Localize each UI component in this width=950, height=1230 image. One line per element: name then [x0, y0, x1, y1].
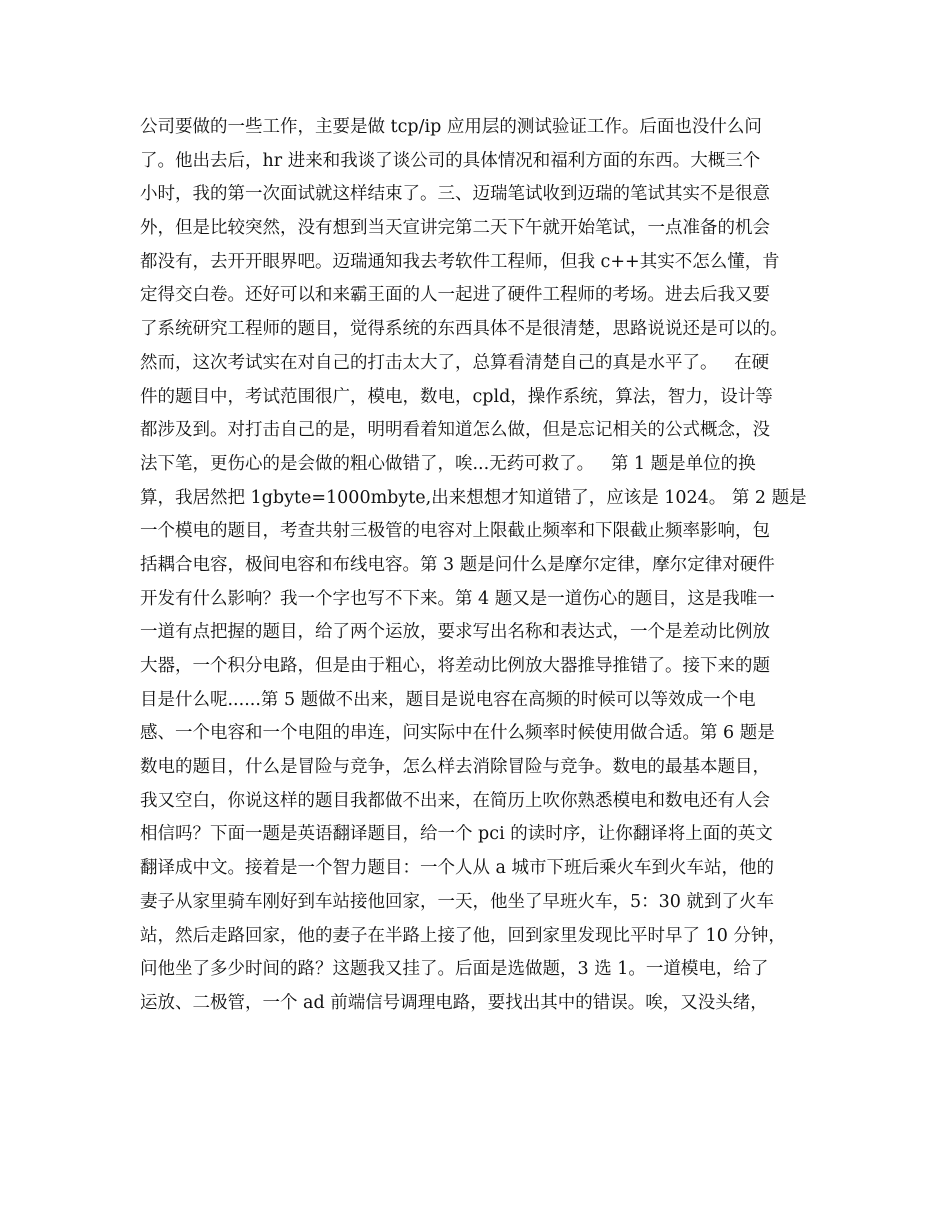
text-line: 件的题目中，考试范围很广，模电，数电，cpld，操作系统，算法，智力，设计等 [140, 386, 773, 407]
text-line: 括耦合电容，极间电容和布线电容。第 3 题是问什么是摩尔定律，摩尔定律对硬件 [140, 554, 775, 575]
text-line: 一道有点把握的题目，给了两个运放，要求写出名称和表达式，一个是差动比例放 [140, 622, 770, 643]
text-line: 算，我居然把 1gbyte=1000mbyte,出来想想才知道错了，应该是 1024。 第 2 题是 [140, 487, 807, 508]
text-line: 大器，一个积分电路，但是由于粗心，将差动比例放大器推导推错了。接下来的题 [140, 656, 770, 676]
text-line: 相信吗？下面一题是英语翻译题目，给一个 pci 的读时序，让你翻译将上面的英文 [140, 824, 773, 845]
text-line: 公司要做的一些工作，主要是做 tcp/ip 应用层的测试验证工作。后面也没什么问 [140, 117, 762, 137]
text-line: 翻译成中文。接着是一个智力题目：一个人从 a 城市下班后乘火车到火车站，他的 [140, 858, 775, 879]
text-line: 小时，我的第一次面试就这样结束了。三、迈瑞笔试收到迈瑞的笔试其实不是很意 [140, 184, 770, 205]
text-line: 都没有，去开开眼界吧。迈瑞通知我去考软件工程师，但我 c++其实不怎么懂，肯 [140, 251, 780, 272]
text-line: 定得交白卷。还好可以和来霸王面的人一起进了硬件工程师的考场。进去后我又要 [140, 285, 770, 306]
text-line: 然而，这次考试实在对自己的打击太大了，总算看清楚自己的真是水平了。 在硬 [140, 352, 770, 373]
text-line: 了。他出去后，hr 进来和我谈了谈公司的具体情况和福利方面的东西。大概三个 [140, 150, 761, 171]
text-line: 站，然后走路回家，他的妻子在半路上接了他，回到家里发现比平时早了 10 分钟， [140, 925, 786, 946]
text-line: 妻子从家里骑车刚好到车站接他回家，一天，他坐了早班火车，5：30 就到了火车 [140, 891, 774, 912]
text-line: 开发有什么影响？我一个字也写不下来。第 4 题又是一道伤心的题目，这是我唯一 [140, 588, 775, 609]
text-line: 一个模电的题目，考查共射三极管的电容对上限截止频率和下限截止频率影响，包 [140, 521, 770, 542]
text-line: 数电的题目，什么是冒险与竞争，怎么样去消除冒险与竞争。数电的最基本题目， [140, 757, 770, 778]
text-line: 感、一个电容和一个电阻的串连，问实际中在什么频率时候使用做合适。第 6 题是 [140, 723, 775, 744]
text-line: 运放、二极管，一个 ad 前端信号调理电路，要找出其中的错误。唉，又没头绪， [140, 992, 768, 1013]
text-line: 法下笔，更伤心的是会做的粗心做错了，唉...无药可救了。 第 1 题是单位的换 [140, 453, 756, 474]
text-line: 问他坐了多少时间的路？这题我又挂了。后面是选做题，3 选 1。一道模电，给了 [140, 959, 769, 980]
text-line: 了系统研究工程师的题目，觉得系统的东西具体不是很清楚，思路说说还是可以的。 [140, 319, 788, 340]
text-line: 目是什么呢......第 5 题做不出来，题目是说电容在高频的时候可以等效成一个电 [140, 689, 756, 710]
body-text [140, 111, 830, 1021]
text-line: 我又空白，你说这样的题目我都做不出来，在简历上吹你熟悉模电和数电还有人会 [140, 790, 770, 811]
text-line: 外，但是比较突然，没有想到当天宣讲完第二天下午就开始笔试，一点准备的机会 [140, 218, 770, 239]
text-line: 都涉及到。对打击自己的是，明明看着知道怎么做，但是忘记相关的公式概念，没 [140, 420, 770, 441]
